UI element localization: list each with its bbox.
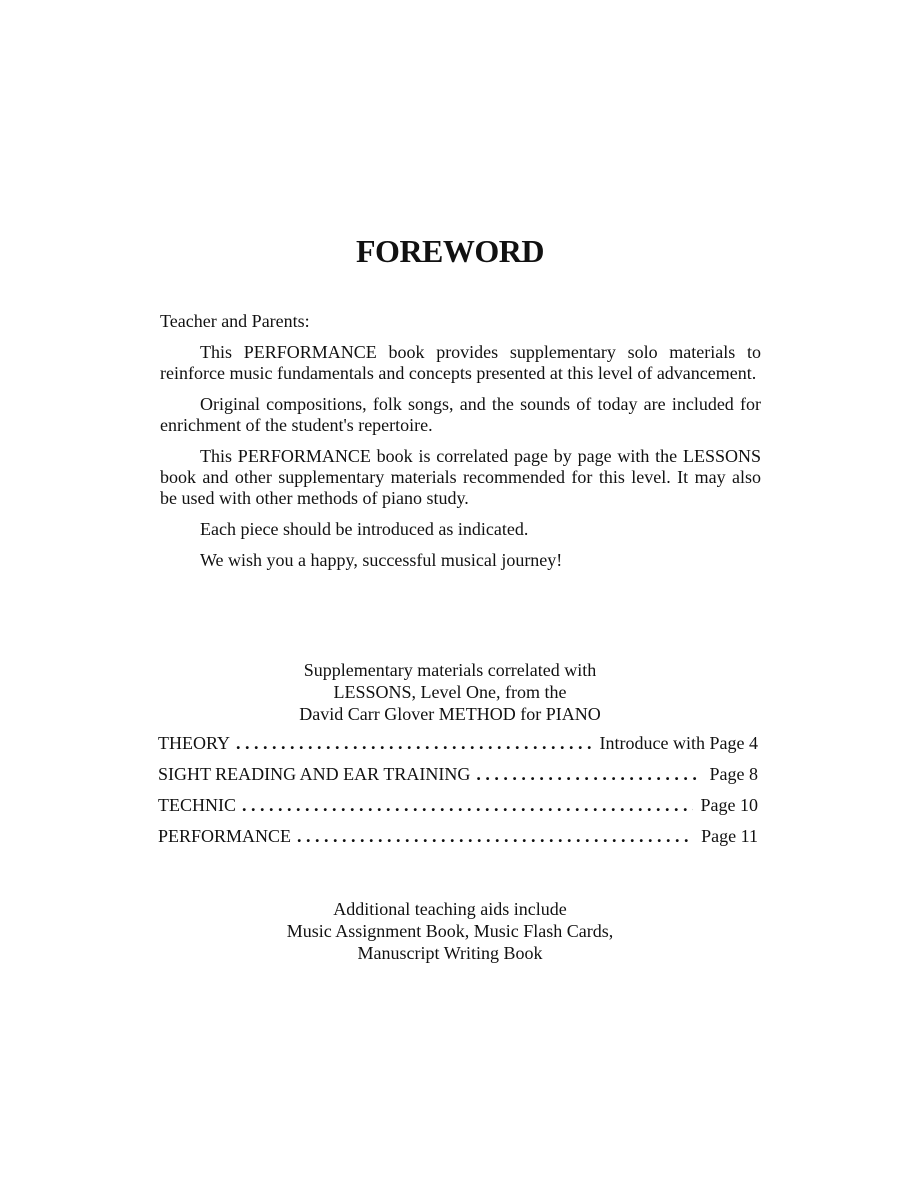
additional-aids bbox=[0, 898, 900, 964]
dot-leader bbox=[297, 826, 693, 847]
dot-leader bbox=[476, 764, 701, 785]
paragraph: We wish you a happy, successful musical journey! bbox=[200, 550, 563, 570]
material-name: SIGHT READING AND EAR TRAINING bbox=[158, 764, 471, 784]
material-name: THEORY bbox=[158, 733, 230, 753]
paragraph: This PERFORMANCE book is correlated page by page with the LESSONS book and other supplementary materials recommended for this level. It may also be used with other methods of piano study. bbox=[160, 446, 761, 508]
list-item bbox=[158, 826, 758, 857]
supplementary-heading bbox=[0, 659, 900, 725]
dot-leader bbox=[236, 733, 592, 754]
salutation: Teacher and Parents: bbox=[160, 311, 310, 331]
paragraph: This PERFORMANCE book provides supplementary solo materials to reinforce music fundamentals and concepts presented at this level of advancement. bbox=[160, 342, 761, 383]
paragraph: Original compositions, folk songs, and the sounds of today are included for enrichment of the student's repertoire. bbox=[160, 394, 761, 435]
additional-aids-line: Manuscript Writing Book bbox=[357, 943, 543, 963]
paragraph: Each piece should be introduced as indicated. bbox=[200, 519, 529, 539]
supplementary-heading-line: David Carr Glover METHOD for PIANO bbox=[299, 704, 601, 724]
material-page: Page 8 bbox=[709, 764, 758, 784]
material-name: TECHNIC bbox=[158, 795, 236, 815]
material-page: Page 10 bbox=[700, 795, 758, 815]
list-item bbox=[158, 795, 758, 826]
list-item bbox=[158, 764, 758, 795]
foreword-body bbox=[160, 311, 761, 581]
material-page: Page 11 bbox=[701, 826, 758, 846]
additional-aids-line: Additional teaching aids include bbox=[333, 899, 567, 919]
material-name: PERFORMANCE bbox=[158, 826, 292, 846]
page-title: FOREWORD bbox=[356, 233, 544, 269]
dot-leader bbox=[242, 795, 693, 816]
additional-aids-line: Music Assignment Book, Music Flash Cards, bbox=[286, 921, 614, 941]
supplementary-materials-list bbox=[158, 733, 758, 857]
list-item bbox=[158, 733, 758, 764]
supplementary-heading-line: LESSONS, Level One, from the bbox=[333, 682, 567, 702]
supplementary-heading-line: Supplementary materials correlated with bbox=[303, 660, 597, 680]
material-page: Introduce with Page 4 bbox=[599, 733, 758, 753]
